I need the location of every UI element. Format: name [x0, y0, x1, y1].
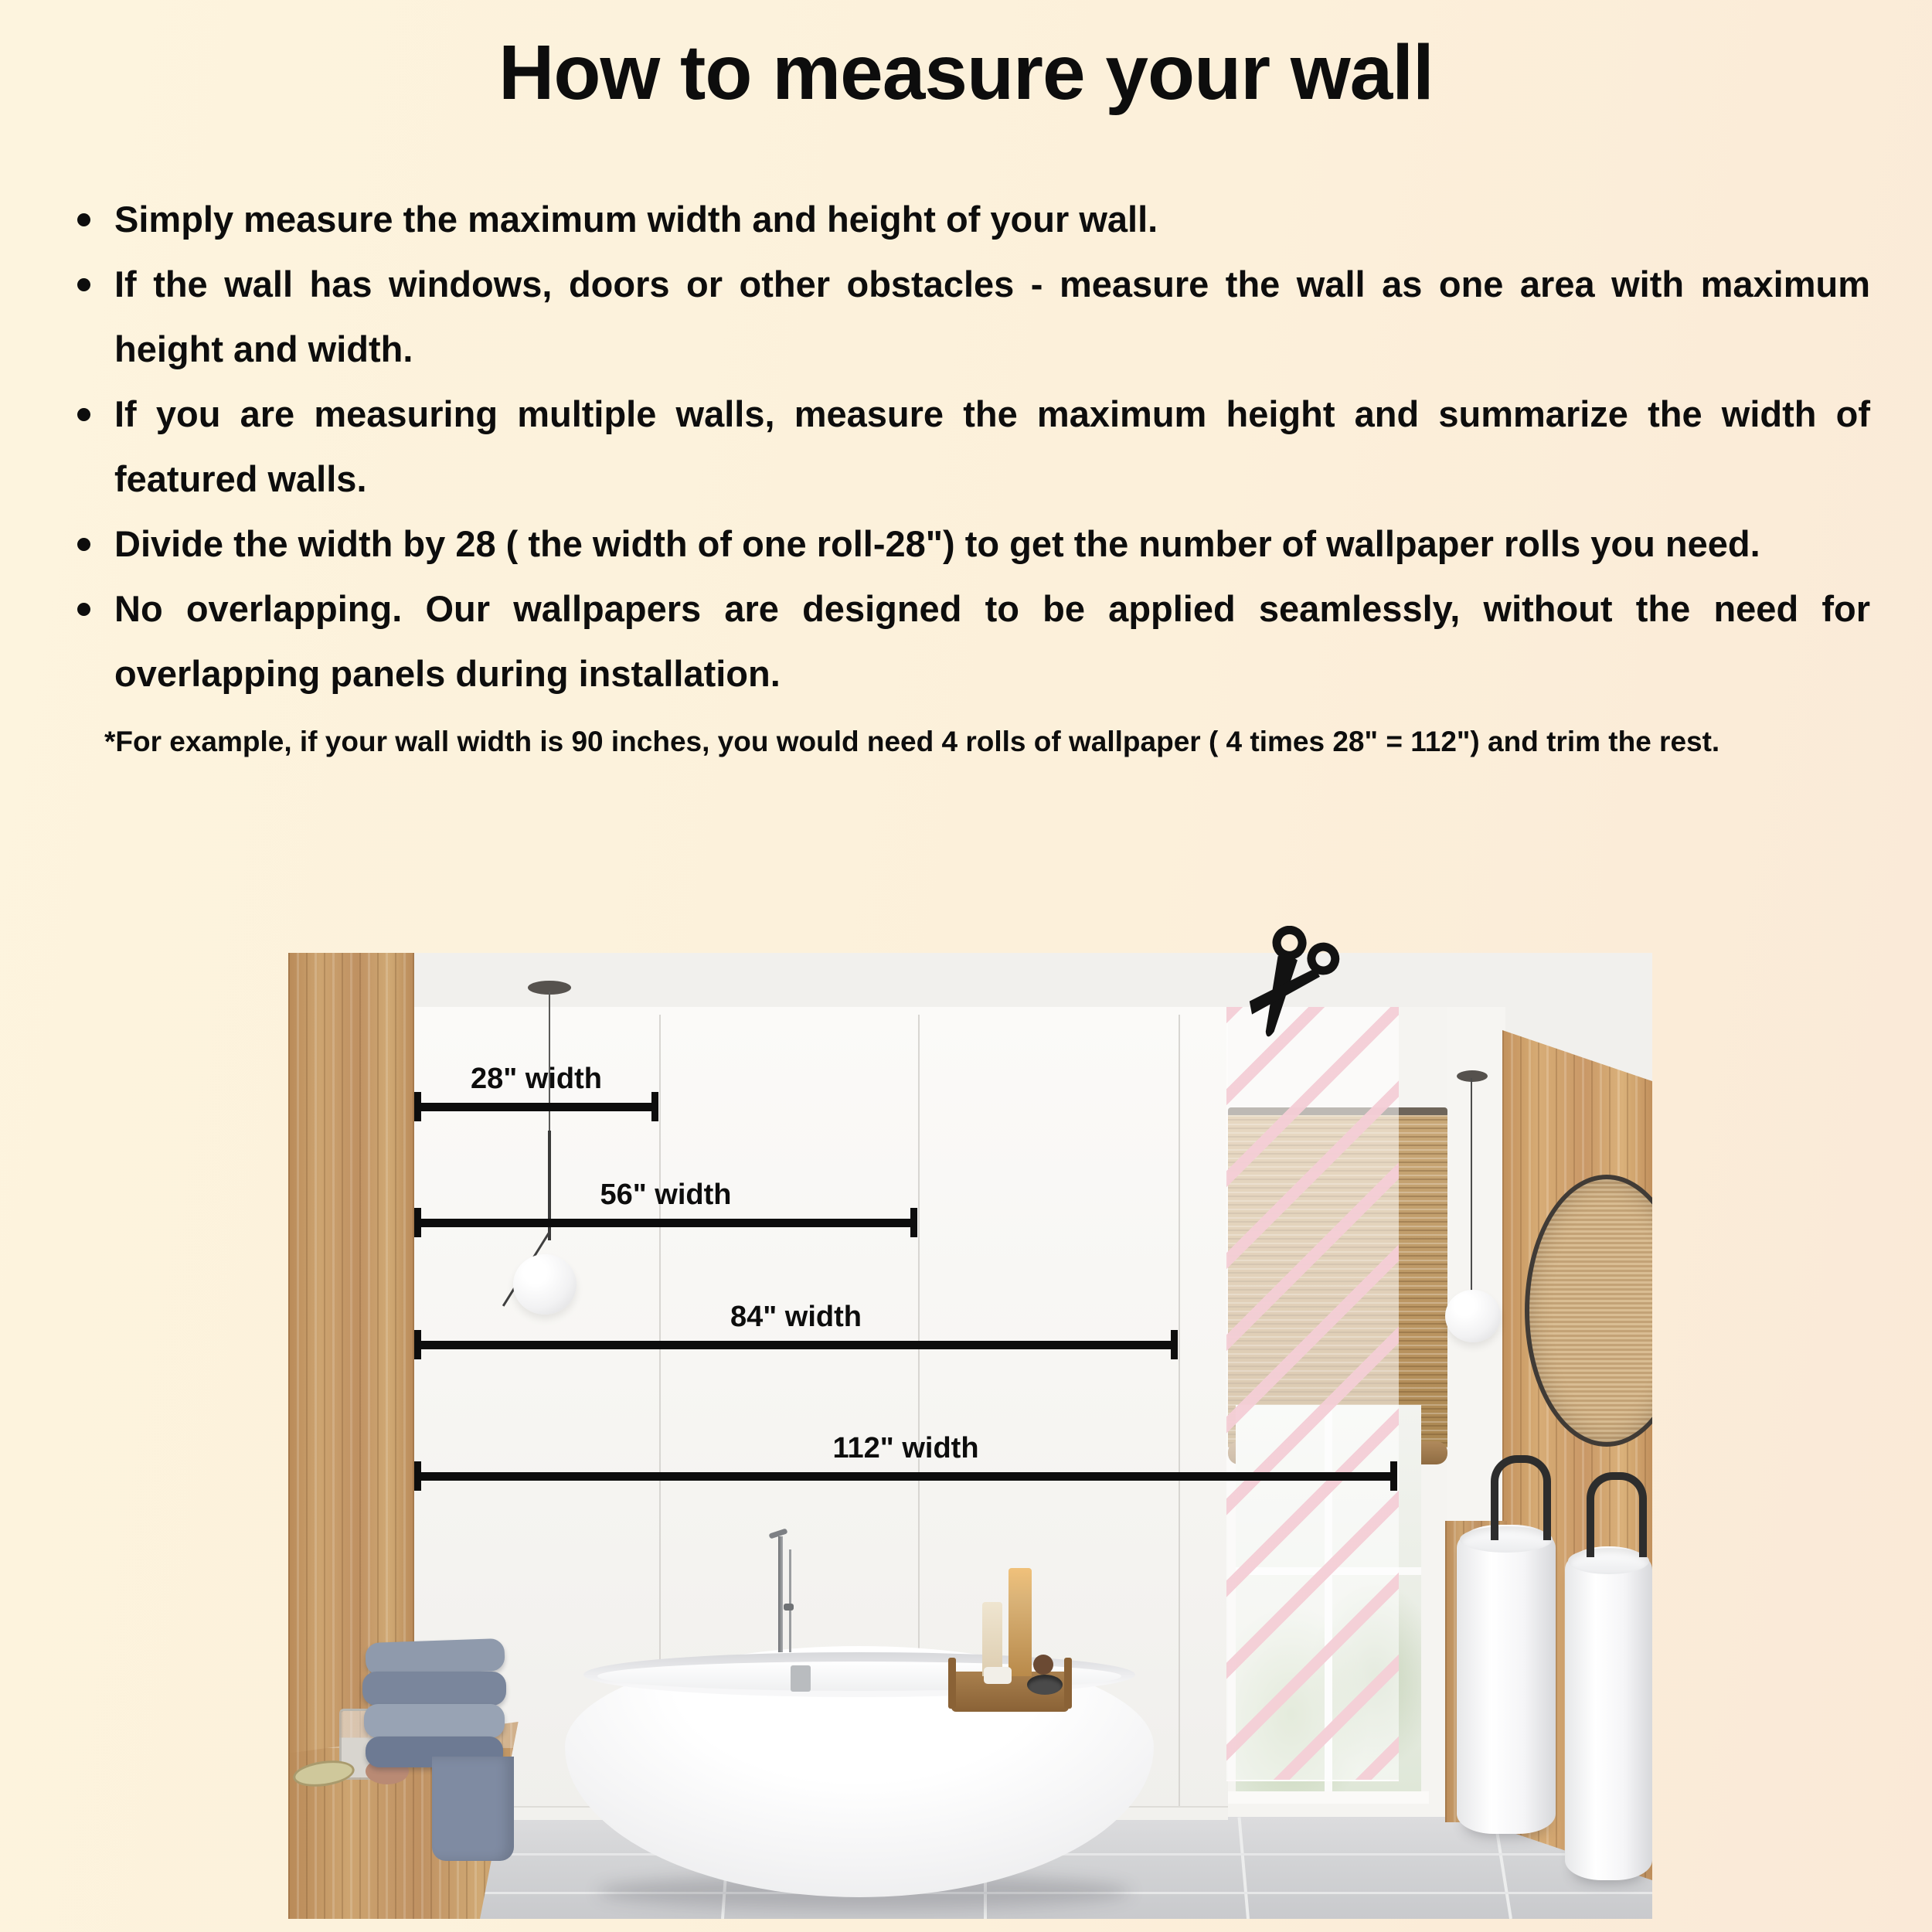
list-item — [71, 512, 1870, 577]
measurement-label: 56" width — [600, 1179, 732, 1211]
folded-towel — [362, 1672, 506, 1706]
sink-faucet — [1491, 1455, 1551, 1540]
list-item — [71, 577, 1870, 706]
candle — [982, 1602, 1002, 1676]
pendant-cord-right — [1471, 1078, 1472, 1291]
measurement-84 — [414, 1301, 1178, 1349]
measurement-arrow — [414, 1472, 1397, 1481]
window-sill — [1228, 1791, 1429, 1804]
measurement-label: 28" width — [470, 1063, 603, 1095]
measurement-arrow — [414, 1341, 1178, 1349]
pendant-lamp-right — [1445, 1290, 1501, 1342]
scissors-icon — [1235, 926, 1351, 1053]
measurement-arrow — [414, 1103, 658, 1111]
pedestal-sink — [1457, 1525, 1556, 1834]
tub-spout — [791, 1665, 811, 1692]
small-bowl — [1027, 1675, 1063, 1695]
list-item — [71, 187, 1870, 252]
measurement-28 — [414, 1063, 658, 1111]
measurement-label: 112" width — [832, 1432, 979, 1464]
measurement-56 — [414, 1179, 917, 1227]
candle — [1009, 1568, 1032, 1676]
tub-faucet — [778, 1536, 783, 1652]
list-item — [71, 252, 1870, 382]
folded-towel — [364, 1704, 505, 1738]
list-item — [71, 382, 1870, 512]
bullet-text: No overlapping. Our wallpapers are designed to be applied seamlessly, without the need for overlapping panels during installation. — [114, 588, 1870, 694]
bullet-text: Divide the width by 28 ( the width of one roll-28") to get the number of wallpaper rolls you need. — [114, 523, 1760, 564]
folded-towel — [365, 1638, 505, 1675]
page-title: How to measure your wall — [498, 29, 1434, 116]
cut-area-stripes — [1226, 1007, 1399, 1781]
sink-faucet — [1587, 1472, 1647, 1557]
bullet-text: If you are measuring multiple walls, measure the maximum height and summarize the width of featured walls. — [114, 393, 1870, 499]
measurement-label: 84" width — [730, 1301, 862, 1333]
tub-faucet-handle — [784, 1604, 794, 1611]
bullet-text: If the wall has windows, doors or other obstacles - measure the wall as one area with maximum height and width. — [114, 264, 1870, 369]
hanging-towel — [432, 1757, 514, 1861]
measurement-112 — [414, 1432, 1397, 1481]
pinecone — [1033, 1655, 1053, 1675]
pedestal-sink — [1565, 1546, 1652, 1880]
bathroom-photo — [288, 953, 1652, 1919]
soap-bar — [984, 1667, 1012, 1684]
bullet-text: Simply measure the maximum width and height of your wall. — [114, 199, 1158, 240]
example-note: *For example, if your wall width is 90 inches, you would need 4 rolls of wallpaper ( 4 times 28" = 112") and trim the rest. — [104, 726, 1720, 757]
tub-faucet-wand — [789, 1549, 791, 1652]
instructions-list — [71, 187, 1870, 706]
measurement-arrow — [414, 1219, 917, 1227]
wall-seam — [1179, 1015, 1180, 1811]
pendant-mount-right — [1457, 1070, 1488, 1082]
